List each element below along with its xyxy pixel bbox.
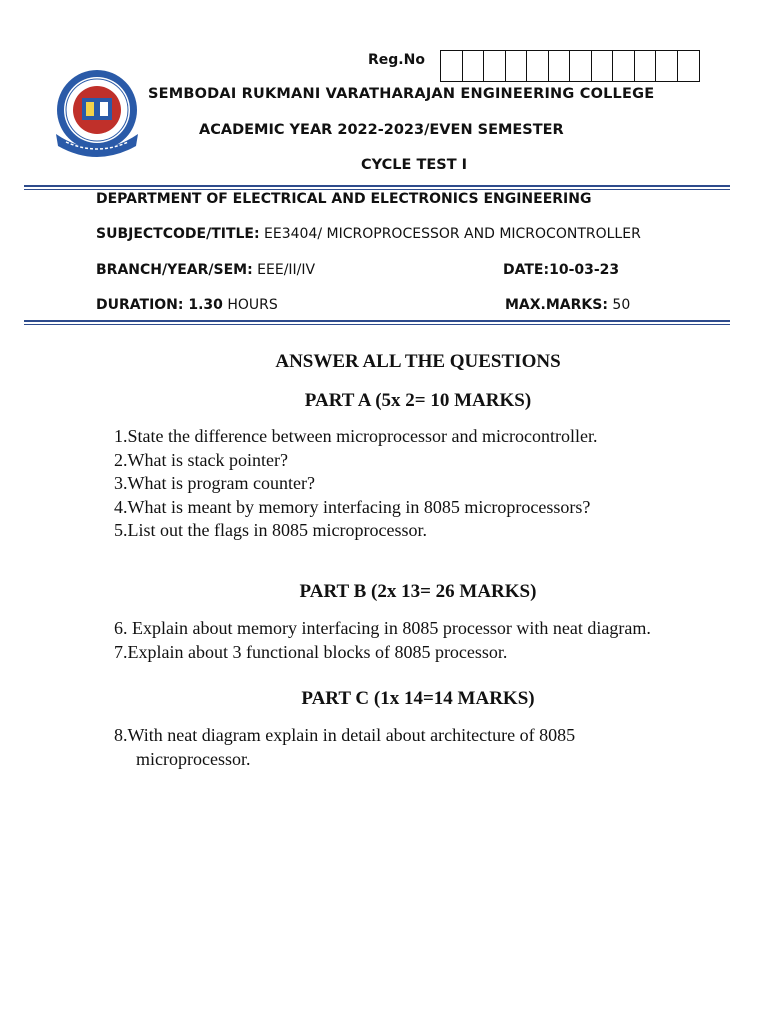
reg-no-cell	[549, 51, 571, 81]
college-emblem-logo	[46, 64, 148, 166]
reg-no-cell	[527, 51, 549, 81]
reg-no-cell	[463, 51, 485, 81]
part-c-questions	[114, 724, 575, 771]
test-name: CYCLE TEST I	[361, 157, 468, 173]
duration-label: DURATION: 1.30	[96, 297, 223, 313]
department: DEPARTMENT OF ELECTRICAL AND ELECTRONICS ENGINEERING	[96, 191, 592, 207]
divider-bottom-thin	[24, 324, 730, 325]
divider-top-thin	[24, 189, 730, 190]
question-4: 4.What is meant by memory interfacing in 8085 microprocessors?	[114, 496, 591, 517]
part-a-questions	[114, 425, 597, 543]
reg-no-cell	[613, 51, 635, 81]
question-6: 6. Explain about memory interfacing in 8085 processor with neat diagram.	[114, 618, 651, 638]
reg-no-cell	[656, 51, 678, 81]
divider-bottom	[24, 320, 730, 322]
question-1: 1.State the difference between microprocessor and microcontroller.	[114, 426, 598, 446]
college-name: SEMBODAI RUKMANI VARATHARAJAN ENGINEERING COLLEGE	[148, 86, 655, 102]
reg-no-cell	[441, 51, 463, 81]
question-3: 3.What is program counter?	[114, 473, 315, 493]
reg-no-cell	[570, 51, 592, 81]
max-marks-label: MAX.MARKS:	[505, 297, 608, 313]
part-c-heading: PART C (1x 14=14 MARKS)	[301, 688, 535, 709]
divider-top	[24, 185, 730, 187]
part-b-questions	[114, 617, 651, 664]
exam-date: DATE:10-03-23	[503, 262, 620, 278]
question-7: 7.Explain about 3 functional blocks of 8085 processor.	[114, 641, 508, 662]
reg-no-cell	[678, 51, 700, 81]
branch-value: EEE/II/IV	[252, 262, 316, 278]
reg-no-cell	[506, 51, 528, 81]
reg-no-boxes	[440, 50, 700, 82]
part-b-heading: PART B (2x 13= 26 MARKS)	[299, 581, 537, 602]
duration-unit: HOURS	[222, 297, 278, 313]
reg-no-cell	[484, 51, 506, 81]
question-8: 8.With neat diagram explain in detail about architecture of 8085	[114, 725, 576, 745]
question-8-continued: microprocessor.	[136, 748, 251, 769]
duration-line	[96, 297, 278, 313]
branch-label: BRANCH/YEAR/SEM:	[96, 262, 253, 278]
reg-no-label: Reg.No	[368, 52, 425, 68]
max-marks-value: 50	[607, 297, 631, 313]
reg-no-cell	[635, 51, 657, 81]
instructions-heading: ANSWER ALL THE QUESTIONS	[275, 351, 561, 372]
question-2: 2.What is stack pointer?	[114, 449, 288, 470]
reg-no-cell	[592, 51, 614, 81]
branch-line	[96, 262, 315, 278]
max-marks-line	[505, 297, 630, 313]
subject-line	[96, 226, 641, 242]
part-a-heading: PART A (5x 2= 10 MARKS)	[304, 390, 532, 411]
subject-value: EE3404/ MICROPROCESSOR AND MICROCONTROLLER	[259, 226, 641, 242]
academic-year: ACADEMIC YEAR 2022-2023/EVEN SEMESTER	[199, 122, 564, 138]
subject-label: SUBJECTCODE/TITLE:	[96, 226, 260, 242]
question-5: 5.List out the flags in 8085 microprocessor.	[114, 520, 427, 540]
